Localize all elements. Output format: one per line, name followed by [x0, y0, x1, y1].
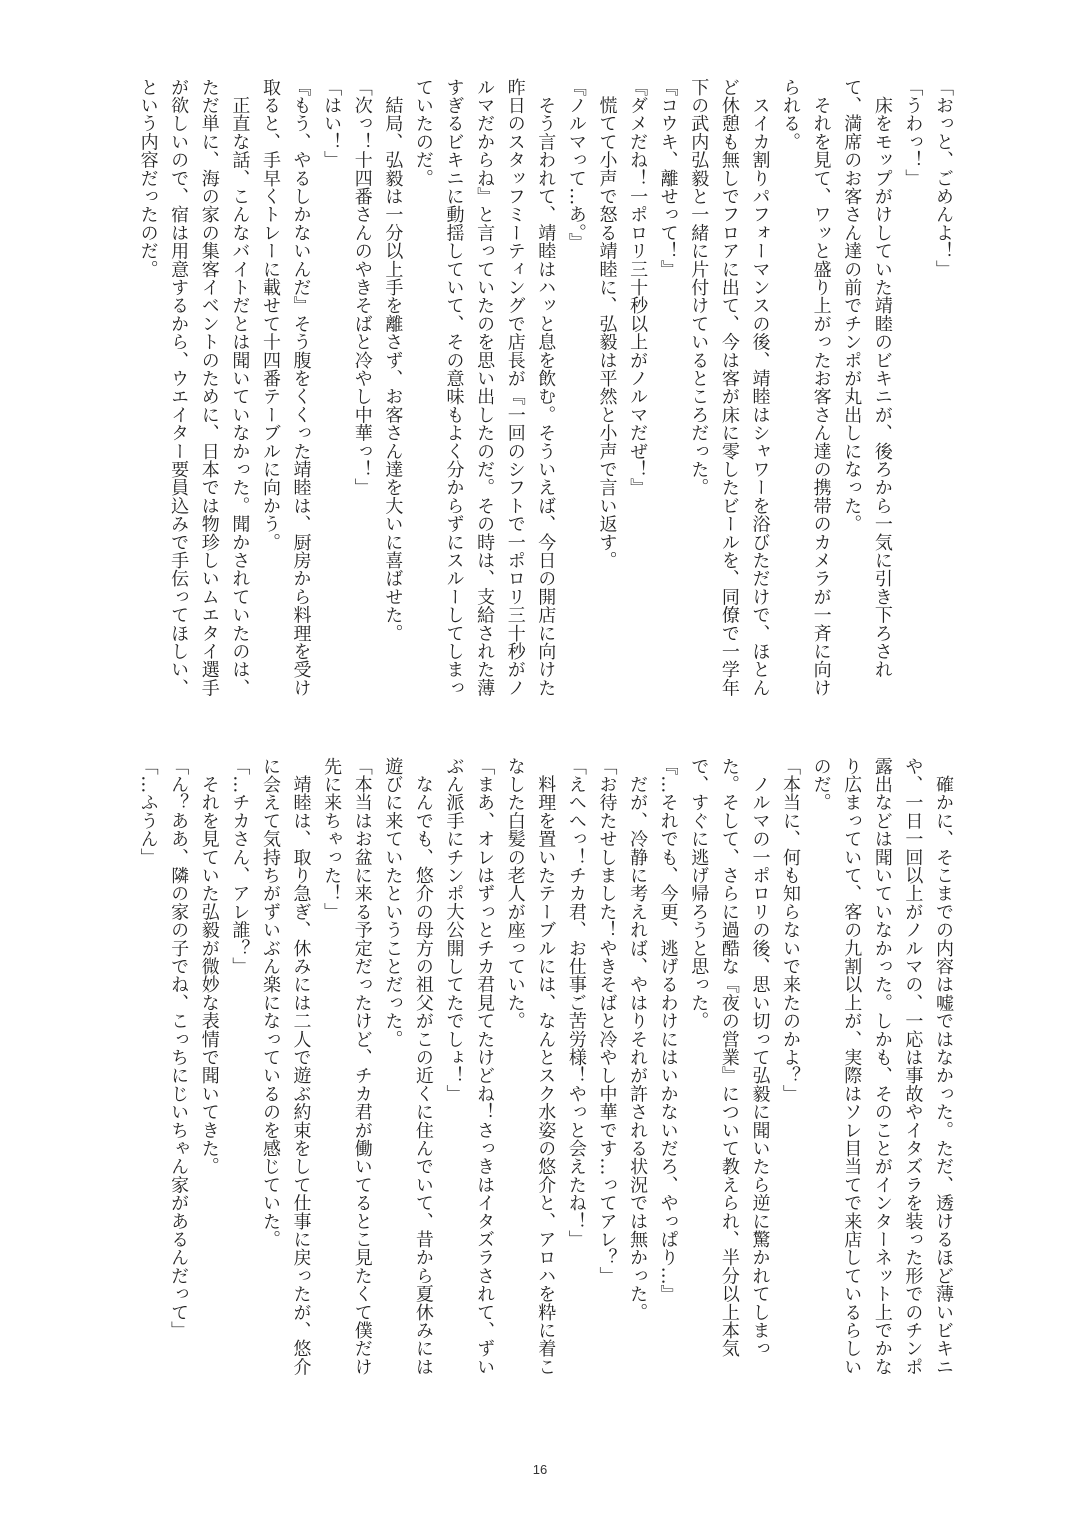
- text-line: 露出などは聞いていなかった。しかも、そのことがインターネット上でかな: [871, 757, 893, 1376]
- text-line: 正直な話、こんなバイトだとは聞いていなかった。聞かされていたのは、: [229, 78, 251, 697]
- text-line: ルマだからね』と言っていたのを思い出したのだ。その時は、支給された薄: [474, 78, 496, 697]
- text-line: 慌てて小声で怒る靖睦に、弘毅は平然と小声で言い返す。: [596, 78, 618, 570]
- text-line: 「おっと、ごめんよ！」: [933, 78, 954, 279]
- text-line: 「本当に、何も知らないで来たのかよ？」: [780, 757, 802, 1103]
- text-line: られる。: [780, 78, 802, 151]
- text-line: だが、冷静に考えれば、やはりそれが許される状況では無かった。: [627, 757, 649, 1322]
- text-line: 「まあ、オレはずっとチカ君見てたけどね！さっきはイタズラされて、ずい: [474, 757, 496, 1376]
- text-line: 『もう、やるしかないんだ』そう腹をくくった靖睦は、厨房から料理を受け: [290, 78, 312, 697]
- text-line: た。そして、さらに過酷な『夜の営業』について教えられ、半分以上本気: [718, 757, 740, 1358]
- text-line: が欲しいので、宿は用意するから、ウエイター要員込みで手伝ってほしい、: [168, 78, 190, 697]
- text-line: なした白髪の老人が座っていた。: [504, 757, 526, 1030]
- text-line: 「次っ！十四番さんのやきそばと冷やし中華っ！」: [351, 78, 373, 497]
- text-line: 取ると、手早くトレーに載せて十四番テーブルに向かう。: [259, 78, 281, 552]
- text-line: で、すぐに逃げ帰ろうと思った。: [688, 757, 710, 1030]
- text-line: 「えへへっ！チカ君、お仕事ご苦労様！やっと会えたね！」: [565, 757, 587, 1249]
- text-line: 「お待たせしました！やきそばと冷やし中華です…ってアレ？」: [596, 757, 618, 1285]
- text-line: て、満席のお客さん達の前でチンポが丸出しになった。: [841, 78, 863, 533]
- text-line: に会えて気持ちがずいぶん楽になっているのを感じていた。: [259, 757, 281, 1249]
- text-line: ノルマの一ポロリの後、思い切って弘毅に聞いたら逆に驚かれてしまっ: [749, 757, 771, 1358]
- text-line: スイカ割りパフォーマンスの後、靖睦はシャワーを浴びただけで、ほとん: [749, 78, 771, 697]
- text-line: すぎるビキニに動揺していて、その意味もよく分からずにスルーしてしまっ: [443, 78, 465, 697]
- text-line: 下の武内弘毅と一緒に片付けているところだった。: [688, 78, 710, 497]
- text-line: ていたのだ。: [412, 78, 434, 188]
- text-block-top: [132, 78, 958, 698]
- page-number: 16: [532, 1462, 548, 1477]
- text-line: 「…ふうん」: [137, 757, 159, 867]
- text-line: 靖睦は、取り急ぎ、休みには二人で遊ぶ約束をして仕事に戻ったが、悠介: [290, 757, 312, 1376]
- text-line: 「ん？ああ、隣の家の子でね、こっちにじいちゃん家があるんだって」: [168, 757, 190, 1340]
- text-line: 床をモップがけしていた靖睦のビキニが、後ろから一気に引き下ろされ: [871, 78, 893, 679]
- text-line: 先に来ちゃった！」: [321, 757, 343, 921]
- text-block-bottom: [132, 757, 958, 1407]
- text-line: ぶん派手にチンポ大公開してたでしょ！」: [443, 757, 465, 1103]
- text-line: 『…それでも、今更、逃げるわけにはいかないだろ、やっぱり…』: [657, 757, 679, 1303]
- text-line: り広まっていて、客の九割以上が、実際はソレ目当てで来店しているらしい: [841, 757, 863, 1376]
- text-line: ど休憩も無しでフロアに出て、今は客が床に零したビールを、同僚で一学年: [718, 78, 740, 697]
- text-line: という内容だったのだ。: [137, 78, 159, 279]
- text-line: 『コウキ、離せって！』: [657, 78, 679, 279]
- text-line: 「本当はお盆に来る予定だったけど、チカ君が働いてるとこ見たくて僕だけ: [351, 757, 373, 1376]
- text-line: ただ単に、海の家の集客イベントのために、日本では物珍しいムエタイ選手: [198, 78, 220, 697]
- text-line: 「…チカさん、アレ誰？」: [229, 757, 251, 976]
- text-line: 昨日のスタッフミーティングで店長が『一回のシフトで一ポロリ三十秒がノ: [504, 78, 526, 697]
- text-line: 料理を置いたテーブルには、なんとスク水姿の悠介と、アロハを粋に着こ: [535, 757, 557, 1376]
- text-line: なんでも、悠介の母方の祖父がこの近くに住んでいて、昔から夏休みには: [412, 757, 434, 1376]
- text-line: それを見て、ワッと盛り上がったお客さん達の携帯のカメラが一斉に向け: [810, 78, 832, 697]
- text-line: 遊びに来ていたということだった。: [382, 757, 404, 1049]
- text-line: 「うわっ！」: [902, 78, 924, 188]
- text-line: そう言われて、靖睦はハッと息を飲む。そういえば、今日の開店に向けた: [535, 78, 557, 697]
- text-line: 『ダメだね！一ポロリ三十秒以上がノルマだぜ！』: [627, 78, 649, 497]
- text-line: それを見ていた弘毅が微妙な表情で聞いてきた。: [198, 757, 220, 1176]
- text-line: 結局、弘毅は一分以上手を離さず、お客さん達を大いに喜ばせた。: [382, 78, 404, 643]
- text-line: のだ。: [810, 757, 832, 812]
- text-line: 確かに、そこまでの内容は嘘ではなかった。ただ、透けるほど薄いビキニ: [933, 757, 954, 1376]
- text-line: や、一日一回以上がノルマの、一応は事故やイタズラを装った形でのチンポ: [902, 757, 924, 1376]
- text-line: 「はい！」: [321, 78, 343, 169]
- text-line: 『ノルマって…あ。』: [565, 78, 587, 251]
